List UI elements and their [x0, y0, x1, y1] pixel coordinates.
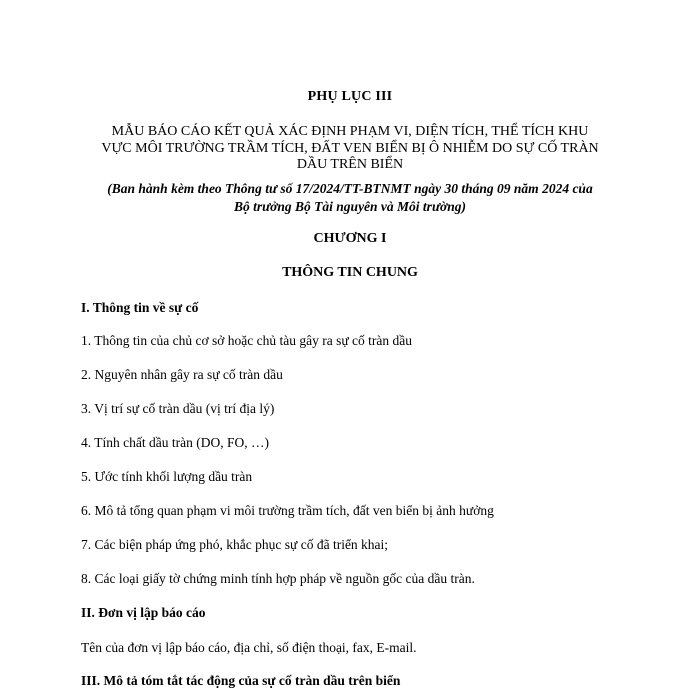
section-2-heading: II. Đơn vị lập báo cáo: [81, 605, 206, 620]
section-1-item: 2. Nguyên nhân gây ra sự cố tràn dầu: [81, 367, 283, 382]
annex-title: PHỤ LỤC III: [307, 89, 393, 104]
section-1-heading: I. Thông tin về sự cố: [81, 300, 199, 315]
issued-note: [60, 180, 640, 216]
form-title-line: MẪU BÁO CÁO KẾT QUẢ XÁC ĐỊNH PHẠM VI, DIỆN TÍCH, THỂ TÍCH KHU: [111, 124, 589, 139]
chapter-title: CHƯƠNG I: [313, 231, 387, 246]
section-3-heading: III. Mô tả tóm tắt tác động của sự cố tràn dầu trên biển: [81, 673, 401, 688]
section-1-item: 6. Mô tả tổng quan phạm vi môi trường trầm tích, đất ven biển bị ảnh hưởng: [81, 503, 494, 518]
chapter-subtitle: THÔNG TIN CHUNG: [282, 265, 418, 280]
section-1-item: 5. Ước tính khối lượng dầu tràn: [81, 469, 253, 484]
issued-note-line: (Ban hành kèm theo Thông tư số 17/2024/TT-BTNMT ngày 30 tháng 09 năm 2024 của: [107, 181, 593, 196]
section-1-item: 7. Các biện pháp ứng phó, khắc phục sự cố đã triển khai;: [81, 537, 389, 552]
form-title-line: DẦU TRÊN BIỂN: [296, 157, 404, 172]
section-1-item: 4. Tính chất dầu tràn (DO, FO, …): [81, 435, 269, 450]
form-title-line: VỰC MÔI TRƯỜNG TRẦM TÍCH, ĐẤT VEN BIỂN BỊ Ô NHIỄM DO SỰ CỐ TRÀN: [101, 140, 599, 156]
section-1-item: 1. Thông tin của chủ cơ sở hoặc chủ tàu gây ra sự cố tràn dầu: [81, 333, 412, 348]
section-1-item: 8. Các loại giấy tờ chứng minh tính hợp pháp về nguồn gốc của dầu tràn.: [81, 571, 475, 586]
issued-note-line: Bộ trưởng Bộ Tài nguyên và Môi trường): [233, 199, 467, 214]
section-1-item: 3. Vị trí sự cố tràn dầu (vị trí địa lý): [81, 401, 275, 416]
form-title: [60, 124, 640, 174]
section-2-body: Tên của đơn vị lập báo cáo, địa chỉ, số điện thoại, fax, E-mail.: [81, 640, 417, 655]
